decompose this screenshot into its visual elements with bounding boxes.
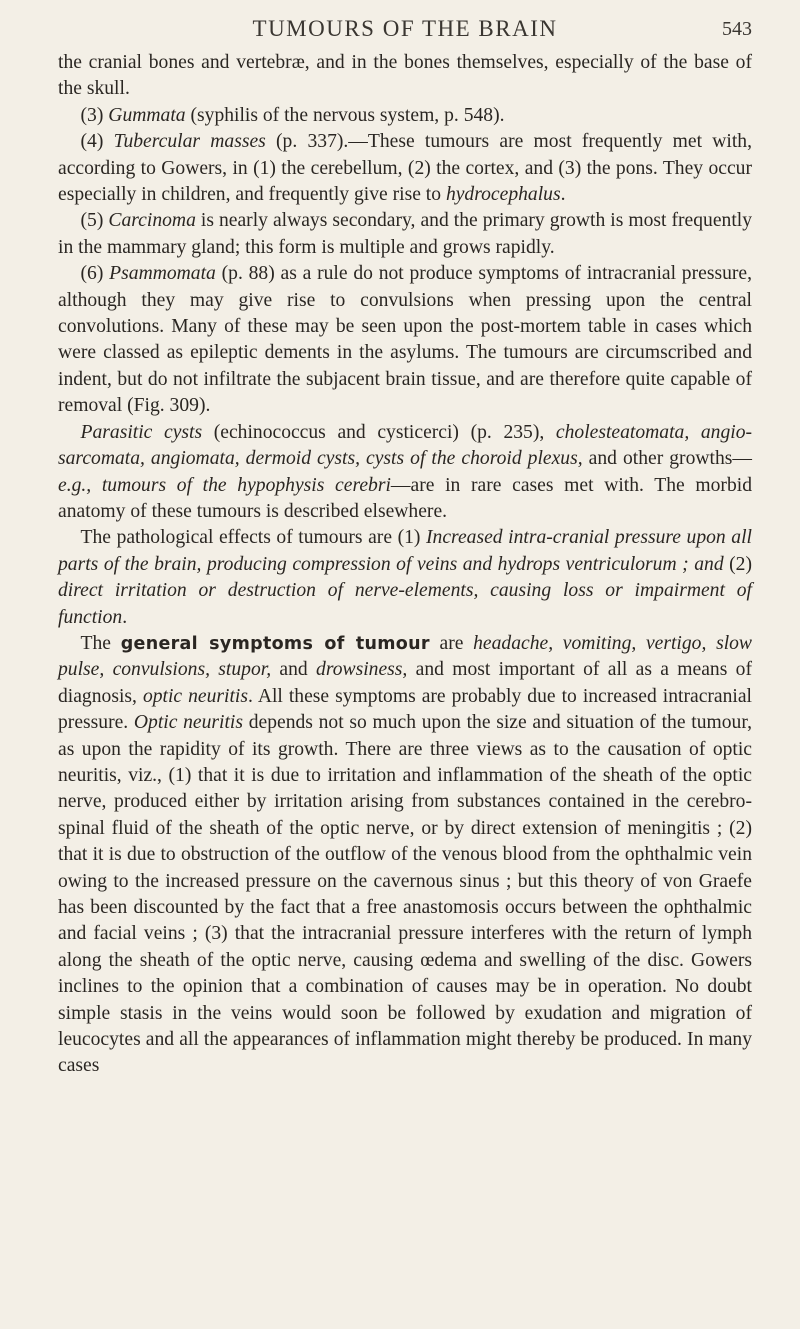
- term-italic: hydrocephalus: [445, 184, 561, 206]
- text-span: (p. 337).—These tumours are most frequently met with, according to Gowers, in (1) the cerebellum, (2) the cortex, and (3) the pons. They occur especially in children, and frequently give rise to: [58, 131, 752, 206]
- item-number: (3): [80, 104, 104, 126]
- term-italic: Gummata: [108, 104, 186, 126]
- text-span: —are in rare cases met with. The morbid anatomy of these tumours is described elsewhere.: [58, 474, 752, 522]
- paragraph-psammomata: [58, 261, 752, 419]
- text-span: and most important of all as a means of diagnosis,: [58, 659, 752, 707]
- term-italic: optic neuritis: [142, 685, 248, 707]
- term-italic: direct irritation or destruction of nerve-elements, causing loss or impairment of function: [58, 580, 752, 628]
- paragraph-tubercular: [58, 129, 752, 208]
- term-italic: drowsiness,: [316, 659, 408, 681]
- paragraph-gummata: [58, 103, 752, 129]
- text-span: .: [122, 606, 128, 628]
- text-span: (2): [723, 553, 753, 575]
- term-italic: Psammomata: [109, 263, 216, 285]
- text-span: are: [429, 632, 474, 654]
- term-italic: headache, vomiting, vertigo, slow pulse, convulsions, stupor,: [58, 632, 753, 681]
- text-span: (p. 88) as a rule do not produce symptoms of intracranial pressure, although they may give rise to convulsions when pressing upon the central convolutions. Many of these may be seen upon the post-mortem table in cases which were classed as epileptic dements in the asylums. The tumours are circumscribed and indent, but do not infiltrate the subjacent brain tissue, and are therefore quite capable of removal (Fig. 309).: [58, 263, 752, 417]
- paragraph-continuation: [58, 50, 752, 103]
- term-italic: Increased intra-cranial pressure upon all parts of the brain, producing compression of veins and hydrops ventriculorum ; and: [58, 527, 752, 575]
- paragraph-general-symptoms: [58, 631, 752, 1080]
- term-italic: Parasitic cysts: [80, 421, 203, 443]
- term-italic: Optic neuritis: [133, 712, 243, 734]
- text-span: (echinococcus and cysticerci) (p. 235),: [202, 421, 556, 443]
- paragraph-parasitic-cysts: [58, 420, 752, 526]
- text-span: . All these symptoms are probably due to increased intracranial pressure.: [58, 685, 753, 734]
- text-span: and: [271, 659, 317, 681]
- text-span: .: [560, 184, 566, 206]
- text-span: The pathological effects of tumours are (1): [80, 527, 427, 549]
- running-head: [58, 0, 752, 50]
- text-span: The: [80, 632, 121, 654]
- heading-bold: general symptoms of tumour: [120, 633, 430, 654]
- running-title: TUMOURS OF THE BRAIN: [252, 16, 558, 41]
- paragraph-pathological-effects: [58, 525, 752, 631]
- term-italic: cholesteatomata, angio-sarcomata, angiomata, dermoid cysts, cysts of the choroid plexus,: [58, 421, 753, 470]
- item-number: (4): [80, 131, 104, 153]
- item-number: (5): [80, 210, 104, 232]
- paragraph-carcinoma: [58, 208, 752, 261]
- term-italic: e.g., tumours of the hypophysis cerebri: [58, 474, 391, 496]
- page-number: 543: [722, 18, 752, 40]
- text-span: (syphilis of the nervous system, p. 548).: [185, 104, 505, 126]
- text-span: depends not so much upon the size and situation of the tumour, as upon the rapidity of its growth. There are three views as to the causation of optic neuritis, viz., (1) that it is due to irritation and inflammation of the sheath of the optic nerve, produced either by irritation arising from substances contained in the cerebro-spinal fluid of the sheath of the optic nerve, or by direct extension of meningitis ; (2) that it is due to obstruction of the outflow of the venous blood from the ophthalmic vein owing to the increased pressure on the cavernous sinus ; but this theory of von Graefe has been discounted by the fact that a free anastomosis occurs between the ophthalmic and facial veins ; (3) that the intracranial pressure interferes with the return of lymph along the sheath of the optic nerve, causing œdema and swelling of the disc. Gowers inclines to the opinion that a combination of causes may be in operation. No doubt simple stasis in the veins would soon be followed by exudation and migration of leucocytes and all the appearances of inflammation might thereby be produced. In many cases: [58, 712, 752, 1077]
- term-italic: Carcinoma: [108, 210, 196, 232]
- item-number: (6): [80, 263, 104, 285]
- term-italic: Tubercular masses: [113, 131, 266, 153]
- text-span: and other growths—: [582, 448, 752, 470]
- text-span: the cranial bones and vertebræ, and in the bones themselves, especially of the base of the skull.: [58, 52, 752, 100]
- body-text: [58, 50, 752, 1080]
- text-span: is nearly always secondary, and the primary growth is most frequently in the mammary gland; this form is multiple and grows rapidly.: [58, 210, 753, 258]
